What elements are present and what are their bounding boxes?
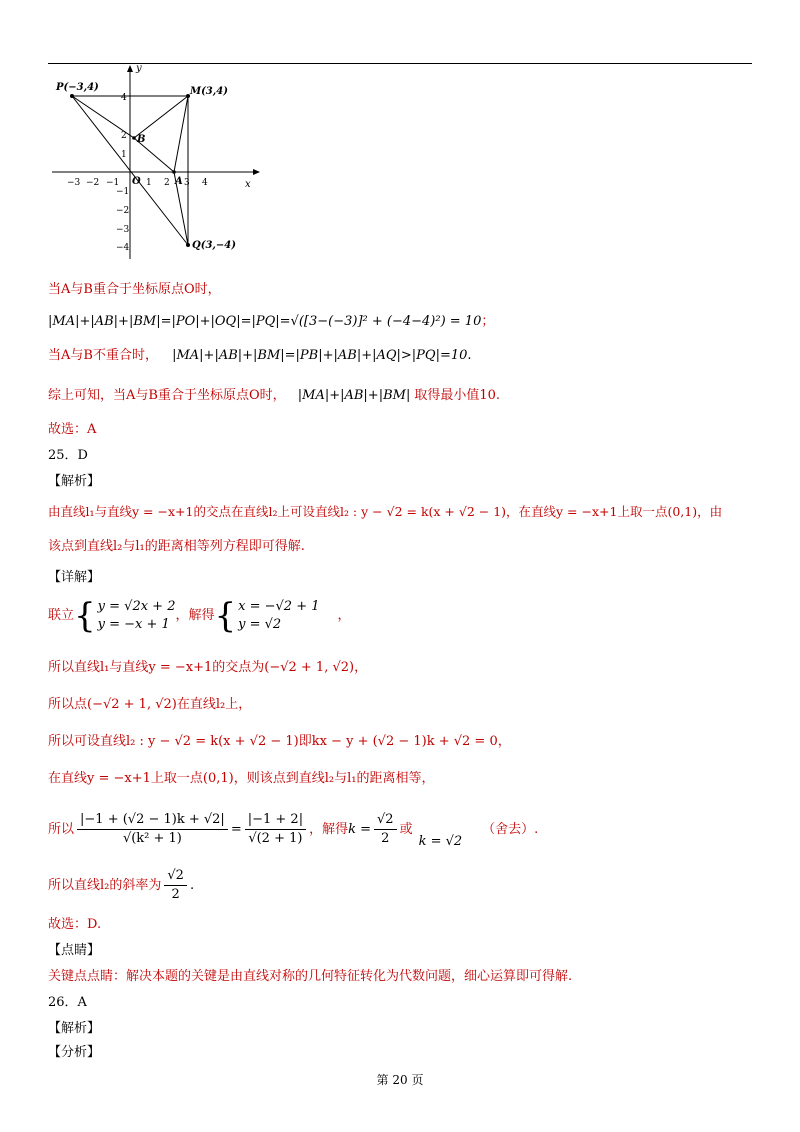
line-11-suffix: ， <box>337 608 351 623</box>
system-2-eq-1: x = −√2 + 1 <box>238 598 320 614</box>
y-tick-label: −3 <box>116 225 130 235</box>
coordinate-figure <box>48 64 268 264</box>
line-9: 该点到直线l₂与l₁的距离相等列方程即可得解. <box>48 539 305 554</box>
segment-BM <box>134 96 188 138</box>
page-number: 第 20 页 <box>376 1073 424 1087</box>
x-tick-label: −1 <box>106 178 120 188</box>
fraction-2-denominator: √(2 + 1) <box>248 831 303 846</box>
label-P: P(−3,4) <box>56 82 99 93</box>
line-2-suffix: ； <box>481 314 495 329</box>
section-remark-heading: 【点睛】 <box>48 943 101 958</box>
equation-min-path: |MA|+|AB|+|BM|=|PO|+|OQ|=|PQ|=√([3−(−3)]² + (−4−4)²) = 10 <box>48 314 482 329</box>
line-13: 所以点(−√2 + 1, √2)在直线l₂上， <box>48 697 252 712</box>
k1-numerator: √2 <box>374 811 397 830</box>
slope-denominator: 2 <box>171 887 180 902</box>
y-tick-label: −1 <box>116 187 130 197</box>
section-analyze-heading: 【分析】 <box>48 1045 101 1060</box>
label-A: A <box>175 176 183 187</box>
line-4 <box>48 386 500 406</box>
x-tick-label: 1 <box>146 178 152 188</box>
slope-fraction <box>164 867 187 904</box>
y-tick-label: 2 <box>121 131 127 141</box>
line-20: 关键点点睛：解决本题的关键是由直线对称的几何特征转化为代数问题，细心运算即可得解. <box>48 969 573 984</box>
line-2 <box>48 312 494 332</box>
x-tick-label: −2 <box>86 178 100 188</box>
line-11 <box>48 596 351 636</box>
system-1 <box>98 598 176 634</box>
x-tick-label: −3 <box>67 178 81 188</box>
line-4-suffix: 取得最小值10. <box>414 388 501 403</box>
line-17 <box>48 864 194 908</box>
segment-AM <box>174 96 188 172</box>
figure-svg <box>48 64 268 264</box>
line-1: 当A与B重合于坐标原点O时， <box>48 282 221 297</box>
or-word: 或 <box>399 822 413 837</box>
label-y-axis: y <box>136 64 142 74</box>
label-B: B <box>137 134 146 145</box>
system-2-eq-2: y = √2 <box>238 616 282 632</box>
x-axis-arrow <box>253 169 260 175</box>
point-Q-dot <box>186 243 190 247</box>
distance-fraction-1 <box>77 811 228 848</box>
line-17-suffix: . <box>189 878 195 893</box>
fraction-1-denominator: √(k² + 1) <box>122 831 182 846</box>
distance-fraction-2 <box>245 811 306 848</box>
expression-sum: |MA|+|AB|+|BM| <box>297 388 411 403</box>
solution-k1-lhs: k = <box>348 822 371 837</box>
y-tick-label: −2 <box>116 206 130 216</box>
y-axis-arrow <box>127 65 133 72</box>
solution-k2: k = √2 <box>418 834 463 849</box>
question-25-answer: 25．D <box>48 448 88 463</box>
line-11-prefix: 联立 <box>48 608 75 623</box>
slope-numerator: √2 <box>164 867 187 886</box>
equation-inequality: |MA|+|AB|+|BM|=|PB|+|AB|+|AQ|>|PQ|=10 <box>172 348 468 363</box>
line-15: 在直线y = −x+1上取一点(0,1)，则该点到直线l₂与l₁的距离相等， <box>48 771 435 786</box>
line-11-mid: ，解得 <box>175 608 215 623</box>
x-tick-label: 3 <box>184 178 190 188</box>
fraction-1-numerator: |−1 + (√2 − 1)k + √2| <box>77 811 228 830</box>
label-x-axis: x <box>245 179 251 190</box>
fraction-2-numerator: |−1 + 2| <box>245 811 306 830</box>
line-5: 故选：A <box>48 422 97 437</box>
section-detail-heading: 【详解】 <box>48 570 101 585</box>
system-1-eq-1: y = √2x + 2 <box>97 598 176 614</box>
section-analysis-heading-2: 【解析】 <box>48 1021 101 1036</box>
k1-denominator: 2 <box>381 831 390 846</box>
line-4-text: 综上可知，当A与B重合于坐标原点O时， <box>48 388 286 403</box>
point-A-dot <box>172 170 176 174</box>
y-tick-label: 4 <box>121 93 127 103</box>
label-M: M(3,4) <box>190 86 228 97</box>
y-tick-label: 1 <box>121 150 127 160</box>
line-17-prefix: 所以直线l₂的斜率为 <box>48 878 162 893</box>
line-16 <box>48 808 538 852</box>
line-3 <box>48 346 472 366</box>
y-tick-label: −4 <box>116 243 130 253</box>
line-12: 所以直线l₁与直线y = −x+1的交点为(−√2 + 1, √2)， <box>48 660 368 675</box>
question-26-answer: 26．A <box>48 995 87 1010</box>
line-16-mid: ，解得 <box>309 822 349 837</box>
line-16-prefix: 所以 <box>48 822 75 837</box>
system-2 <box>238 598 319 634</box>
label-origin: O <box>132 176 141 187</box>
point-B-dot <box>132 136 136 140</box>
line-3-suffix: . <box>467 348 472 363</box>
line-8: 由直线l₁与直线y = −x+1的交点在直线l₂上可设直线l₂ : y − √2 = k(x + √2 − 1)，在直线y = −x+1上取一点(0,1)，由 <box>48 504 723 519</box>
label-Q: Q(3,−4) <box>192 240 236 251</box>
solution-k1-fraction <box>374 811 397 848</box>
x-tick-label: 4 <box>202 178 208 188</box>
system-1-eq-2: y = −x + 1 <box>97 616 170 632</box>
line-16-suffix: （舍去）. <box>482 822 539 837</box>
point-P-dot <box>70 94 74 98</box>
line-3-text: 当A与B不重合时， <box>48 348 158 363</box>
brace-1: { <box>74 595 96 636</box>
line-18: 故选：D. <box>48 917 102 932</box>
x-tick-label: 2 <box>164 178 170 188</box>
brace-2: { <box>214 595 237 636</box>
section-analysis-heading: 【解析】 <box>48 474 101 489</box>
equals-sign: = <box>230 822 242 837</box>
line-14: 所以可设直线l₂ : y − √2 = k(x + √2 − 1)即kx − y + (√2 − 1)k + √2 = 0， <box>48 734 511 749</box>
